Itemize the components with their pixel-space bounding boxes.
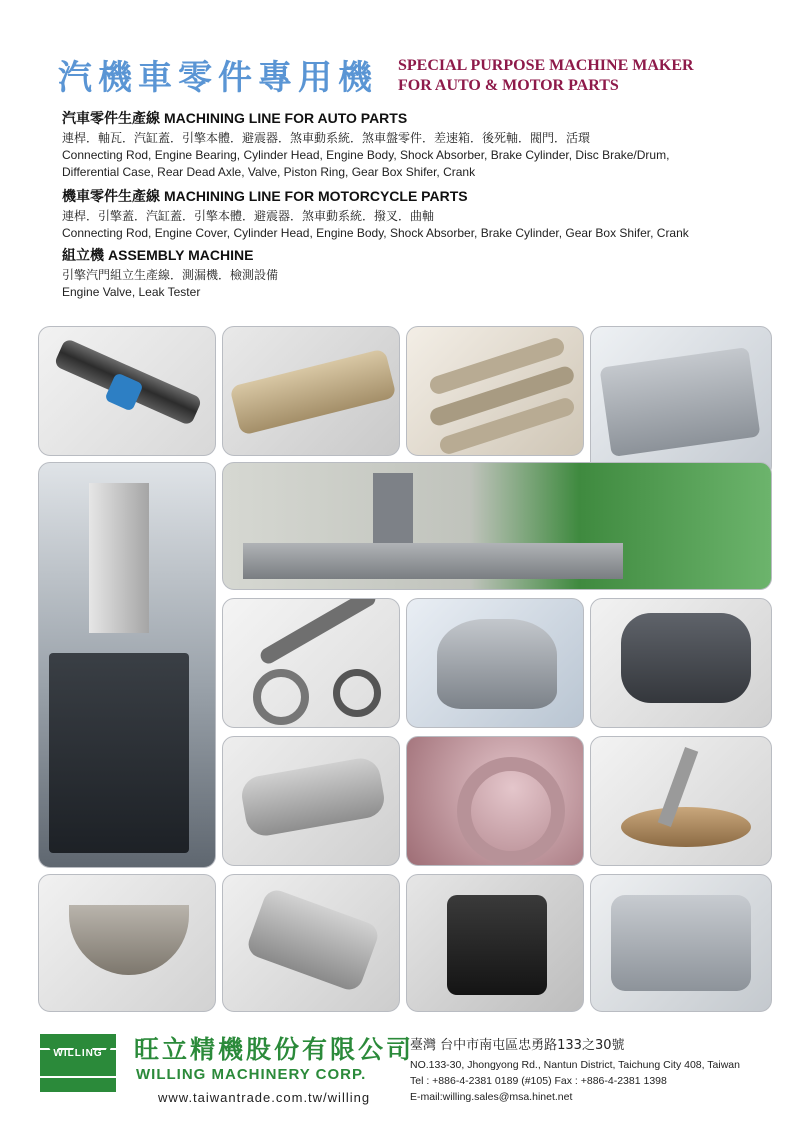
section-title-cn: 組立機 bbox=[62, 248, 104, 264]
address-en: NO.133-30, Jhongyong Rd., Nantun District, Taichung City 408, Taiwan bbox=[410, 1059, 740, 1071]
phone-fax: Tel : +886-4-2381 0189 (#105) Fax : +886-4-2381 1398 bbox=[410, 1075, 667, 1087]
section-heading bbox=[62, 108, 782, 128]
page-title-english bbox=[398, 56, 778, 96]
company-name-en: WILLING MACHINERY CORP. bbox=[136, 1066, 367, 1083]
section-title-cn: 汽車零件生產線 bbox=[62, 111, 160, 127]
email[interactable]: E-mail:willing.sales@msa.hinet.net bbox=[410, 1091, 573, 1103]
items-cn: 引擎汽門組立生產線．測漏機．檢測設備 bbox=[62, 268, 279, 282]
section-title-en: MACHINING LINE FOR MOTORCYCLE PARTS bbox=[164, 188, 468, 204]
items-en-1: Engine Valve, Leak Tester bbox=[62, 285, 201, 299]
photo-cylinder-head bbox=[590, 326, 772, 478]
photo-machining-fixture bbox=[222, 462, 772, 590]
items-en-2: Differential Case, Rear Dead Axle, Valve, Piston Ring, Gear Box Shifer, Crank bbox=[62, 165, 476, 179]
website-link[interactable]: www.taiwantrade.com.tw/willing bbox=[158, 1090, 371, 1105]
section-assembly-machine bbox=[62, 245, 782, 301]
title-en-line-2: FOR AUTO & MOTOR PARTS bbox=[398, 77, 619, 94]
items-en-1: Connecting Rod, Engine Cover, Cylinder Head, Engine Body, Shock Absorber, Brake Cylinder, Gear Box Shifer, Crank bbox=[62, 226, 689, 240]
items-cn: 連桿．軸瓦．汽缸蓋．引擎本體．避震器．煞車動系統．煞車盤零件．差速箱．後死軸．閥門．活環 bbox=[62, 131, 591, 145]
photo-bracket bbox=[222, 874, 400, 1012]
willing-logo-icon bbox=[40, 1034, 116, 1092]
logo-text: WILLING bbox=[53, 1048, 103, 1059]
photo-yoke bbox=[590, 598, 772, 728]
photo-valve-disc bbox=[590, 736, 772, 866]
page-title-chinese: 汽機車零件專用機 bbox=[58, 58, 378, 98]
section-title-cn: 機車零件生產線 bbox=[62, 189, 160, 205]
photo-steering-housing bbox=[406, 874, 584, 1012]
section-title-en: ASSEMBLY MACHINE bbox=[108, 247, 254, 263]
photo-assembly-machine bbox=[38, 462, 216, 868]
photo-engine-cover bbox=[406, 598, 584, 728]
section-title-en: MACHINING LINE FOR AUTO PARTS bbox=[164, 110, 408, 126]
photo-connecting-rods bbox=[222, 598, 400, 728]
items-cn: 連桿．引擎蓋．汽缸蓋．引擎本體．避震器．煞車動系統．撥叉．曲軸 bbox=[62, 209, 435, 223]
company-name-cn: 旺立精機股份有限公司 bbox=[134, 1035, 415, 1064]
title-en-line-1: SPECIAL PURPOSE MACHINE MAKER bbox=[398, 57, 694, 74]
photo-oil-pan bbox=[590, 874, 772, 1012]
section-heading bbox=[62, 245, 782, 265]
address-cn: 臺灣 台中市南屯區忠勇路133之30號 bbox=[410, 1038, 625, 1053]
photo-cylinder-block-casting bbox=[222, 326, 400, 456]
photo-differential-case bbox=[406, 736, 584, 866]
photo-exhaust-manifold bbox=[406, 326, 584, 456]
photo-intake-manifold bbox=[222, 736, 400, 866]
photo-camshaft bbox=[38, 326, 216, 456]
section-auto-parts bbox=[62, 108, 782, 181]
contact-info bbox=[410, 1034, 780, 1105]
items-en-1: Connecting Rod, Engine Bearing, Cylinder Head, Engine Body, Shock Absorber, Brake Cylinder, Disc Brake/Drum, bbox=[62, 148, 670, 162]
section-motorcycle-parts bbox=[62, 186, 782, 242]
product-photo-collage bbox=[38, 326, 772, 1012]
photo-engine-bearings bbox=[38, 874, 216, 1012]
section-heading bbox=[62, 186, 782, 206]
